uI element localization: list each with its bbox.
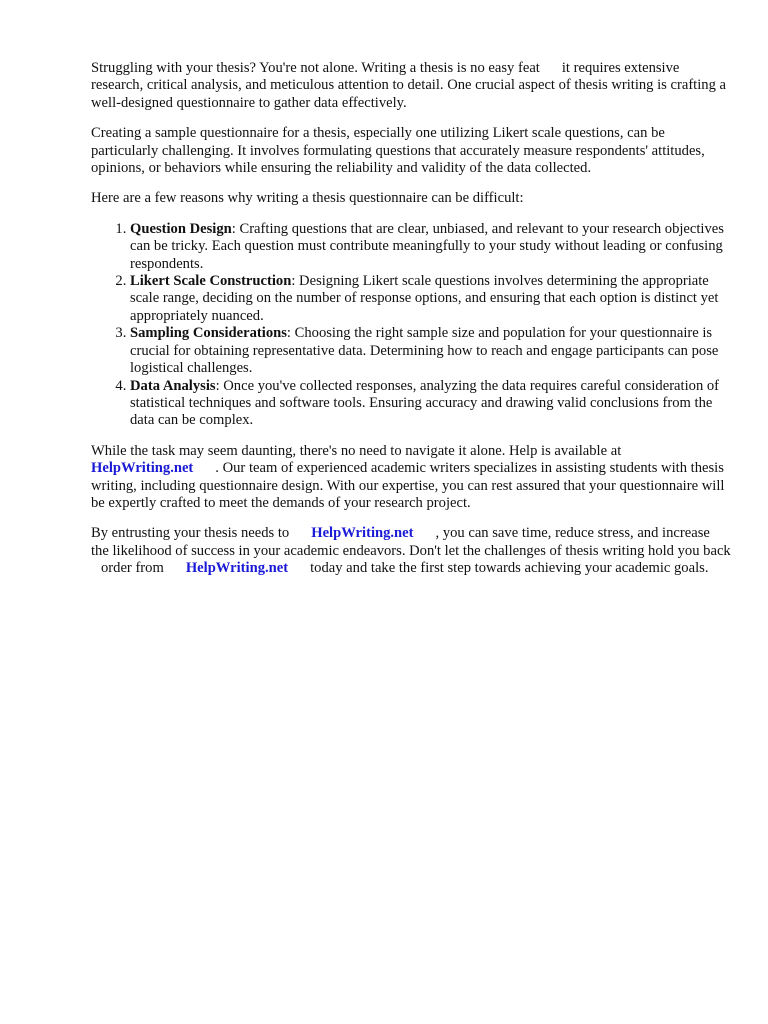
intro-text-part2: it requires extensive research, critical analysis, and meticulous attention to detail. One crucial aspect of thesis writing is crafting a well-designed questionnaire to gather data effectively. bbox=[91, 60, 727, 111]
closing-text-part4: today and take the first step towards achieving your academic goals. bbox=[310, 560, 709, 577]
closing-paragraph bbox=[91, 525, 731, 577]
reason-title: Likert Scale Construction bbox=[130, 273, 292, 290]
reason-title: Sampling Considerations bbox=[130, 325, 287, 342]
document-page bbox=[91, 60, 731, 591]
list-item bbox=[130, 273, 731, 325]
help-text-before: While the task may seem daunting, there's no need to navigate it alone. Help is available at bbox=[91, 442, 622, 459]
helpwriting-link-inline[interactable]: HelpWriting.net bbox=[311, 525, 414, 542]
reason-title: Question Design bbox=[130, 220, 232, 237]
list-intro: Here are a few reasons why writing a thesis questionnaire can be difficult: bbox=[91, 190, 524, 207]
reason-text: : Designing Likert scale questions involves determining the appropriate scale range, deciding on the number of response options, and ensuring that each option is distinct yet appropriately nuanced. bbox=[130, 273, 719, 324]
list-item bbox=[130, 221, 731, 273]
helpwriting-link-order[interactable]: HelpWriting.net bbox=[185, 560, 289, 577]
closing-text-part2: , you can save time, reduce stress, and increase the likelihood of success in your academic endeavors. Don't let the challenges of thesis writing hold you back bbox=[91, 525, 731, 559]
reason-text: : Once you've collected responses, analyzing the data requires careful consideration of statistical techniques and software tools. Ensuring accuracy and drawing valid conclusions from the data can be complex. bbox=[130, 377, 720, 429]
help-text-after: . Our team of experienced academic writers specializes in assisting students with thesis writing, including questionnaire design. With our expertise, you can rest assured that your questionnaire will be expertly crafted to meet the demands of your research project. bbox=[91, 460, 725, 511]
intro-paragraph bbox=[91, 60, 731, 112]
questionnaire-paragraph: Creating a sample questionnaire for a thesis, especially one utilizing Likert scale questions, can be particularly challenging. It involves formulating questions that accurately measure respondents' attitudes, opinions, or behaviors while ensuring the reliability and validity of the data collected. bbox=[91, 125, 705, 177]
reason-text: : Crafting questions that are clear, unbiased, and relevant to your research objectives can be tricky. Each question must contribute meaningfully to your study without leading or confusing respondents. bbox=[130, 220, 724, 272]
reason-title: Data Analysis bbox=[130, 377, 216, 394]
reasons-list bbox=[91, 221, 731, 430]
help-paragraph bbox=[91, 443, 731, 513]
helpwriting-link[interactable]: HelpWriting.net bbox=[91, 460, 194, 477]
intro-text-part1: Struggling with your thesis? You're not alone. Writing a thesis is no easy feat bbox=[91, 60, 540, 76]
list-item bbox=[130, 378, 731, 430]
closing-text-part1: By entrusting your thesis needs to bbox=[91, 525, 290, 542]
list-item bbox=[130, 325, 731, 377]
reason-text: : Choosing the right sample size and population for your questionnaire is crucial for obtaining representative data. Determining how to reach and engage participants can pose logistical challenges. bbox=[130, 325, 719, 377]
closing-text-part3: order from bbox=[101, 560, 164, 577]
